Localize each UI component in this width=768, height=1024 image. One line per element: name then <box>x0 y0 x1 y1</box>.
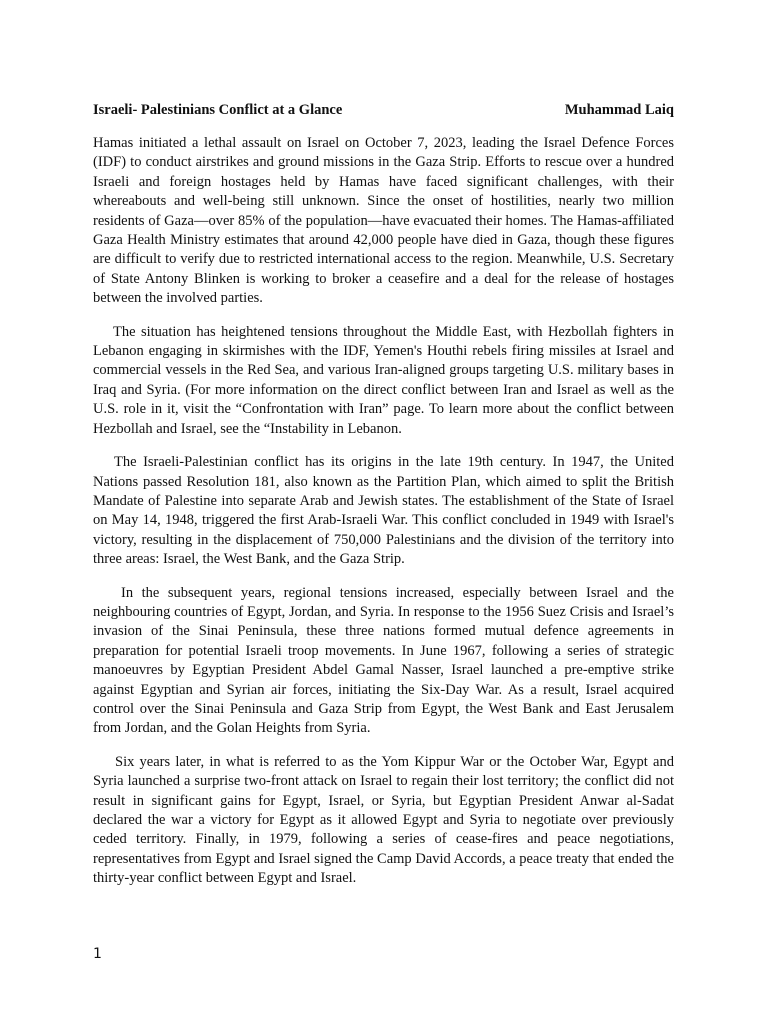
page-number: 1 <box>93 946 102 962</box>
paragraph-5: Six years later, in what is referred to as the Yom Kippur War or the October War, Egypt and Syria launched a surprise two-front attack on Israel to regain their lost territory; the conflict did not result in significant gains for Egypt, Israel, or Syria, but Egyptian President Anwar al-Sadat declared the war a victory for Egypt as it allowed Egypt and Syria to negotiate over previously ceded territory. Finally, in 1979, following a series of cease-fires and peace negotiations, representatives from Egypt and Israel signed the Camp David Accords, a peace treaty that ended the thirty-year conflict between Egypt and Israel. <box>93 753 674 887</box>
paragraph-3: The Israeli-Palestinian conflict has its origins in the late 19th century. In 1947, the United Nations passed Resolution 181, also known as the Partition Plan, which aimed to split the British Mandate of Palestine into separate Arab and Jewish states. The establishment of the State of Israel on May 14, 1948, triggered the first Arab-Israeli War. This conflict concluded in 1949 with Israel's victory, resulting in the displacement of 750,000 Palestinians and the division of the territory into three areas: Israel, the West Bank, and the Gaza Strip. <box>93 454 674 568</box>
paragraph-1: Hamas initiated a lethal assault on Israel on October 7, 2023, leading the Israel Defence Forces (IDF) to conduct airstrikes and ground missions in the Gaza Strip. Efforts to rescue over a hundred Israeli and foreign hostages held by Hamas have faced significant challenges, with their whereabouts and well-being still unknown. Since the onset of hostilities, nearly two million residents of Gaza—over 85% of the population—have evacuated their homes. The Hamas-affiliated Gaza Health Ministry estimates that around 42,000 people have died in Gaza, though these figures are difficult to verify due to restricted international access to the region. Meanwhile, U.S. Secretary of State Antony Blinken is working to broker a ceasefire and a deal for the release of hostages between the involved parties. <box>93 135 674 307</box>
document-body <box>93 134 674 903</box>
document-title: Israeli- Palestinians Conflict at a Glance <box>93 102 343 118</box>
paragraph-4: In the subsequent years, regional tensions increased, especially between Israel and the neighbouring countries of Egypt, Jordan, and Syria. In response to the 1956 Suez Crisis and Israel’s invasion of the Sinai Peninsula, these three nations formed mutual defence agreements in preparation for potential Israeli troop movements. In June 1967, following a series of strategic manoeuvres by Egyptian President Abdel Gamal Nasser, Israel launched a pre-emptive strike against Egyptian and Syrian air forces, initiating the Six-Day War. As a result, Israel acquired control over the Sinai Peninsula and Gaza Strip from Egypt, the West Bank and East Jerusalem from Jordan, and the Golan Heights from Syria. <box>93 584 674 737</box>
document-author: Muhammad Laiq <box>564 102 674 118</box>
paragraph-2: The situation has heightened tensions throughout the Middle East, with Hezbollah fighters in Lebanon engaging in skirmishes with the IDF, Yemen's Houthi rebels firing missiles at Israel and commercial vessels in the Red Sea, and various Iran-aligned groups targeting U.S. military bases in Iraq and Syria. (For more information on the direct conflict between Iran and Israel as well as the U.S. role in it, visit the “Confrontation with Iran” page. To learn more about the conflict between Hezbollah and Israel, see the “Instability in Lebanon. <box>93 323 674 437</box>
document-header <box>93 101 674 119</box>
